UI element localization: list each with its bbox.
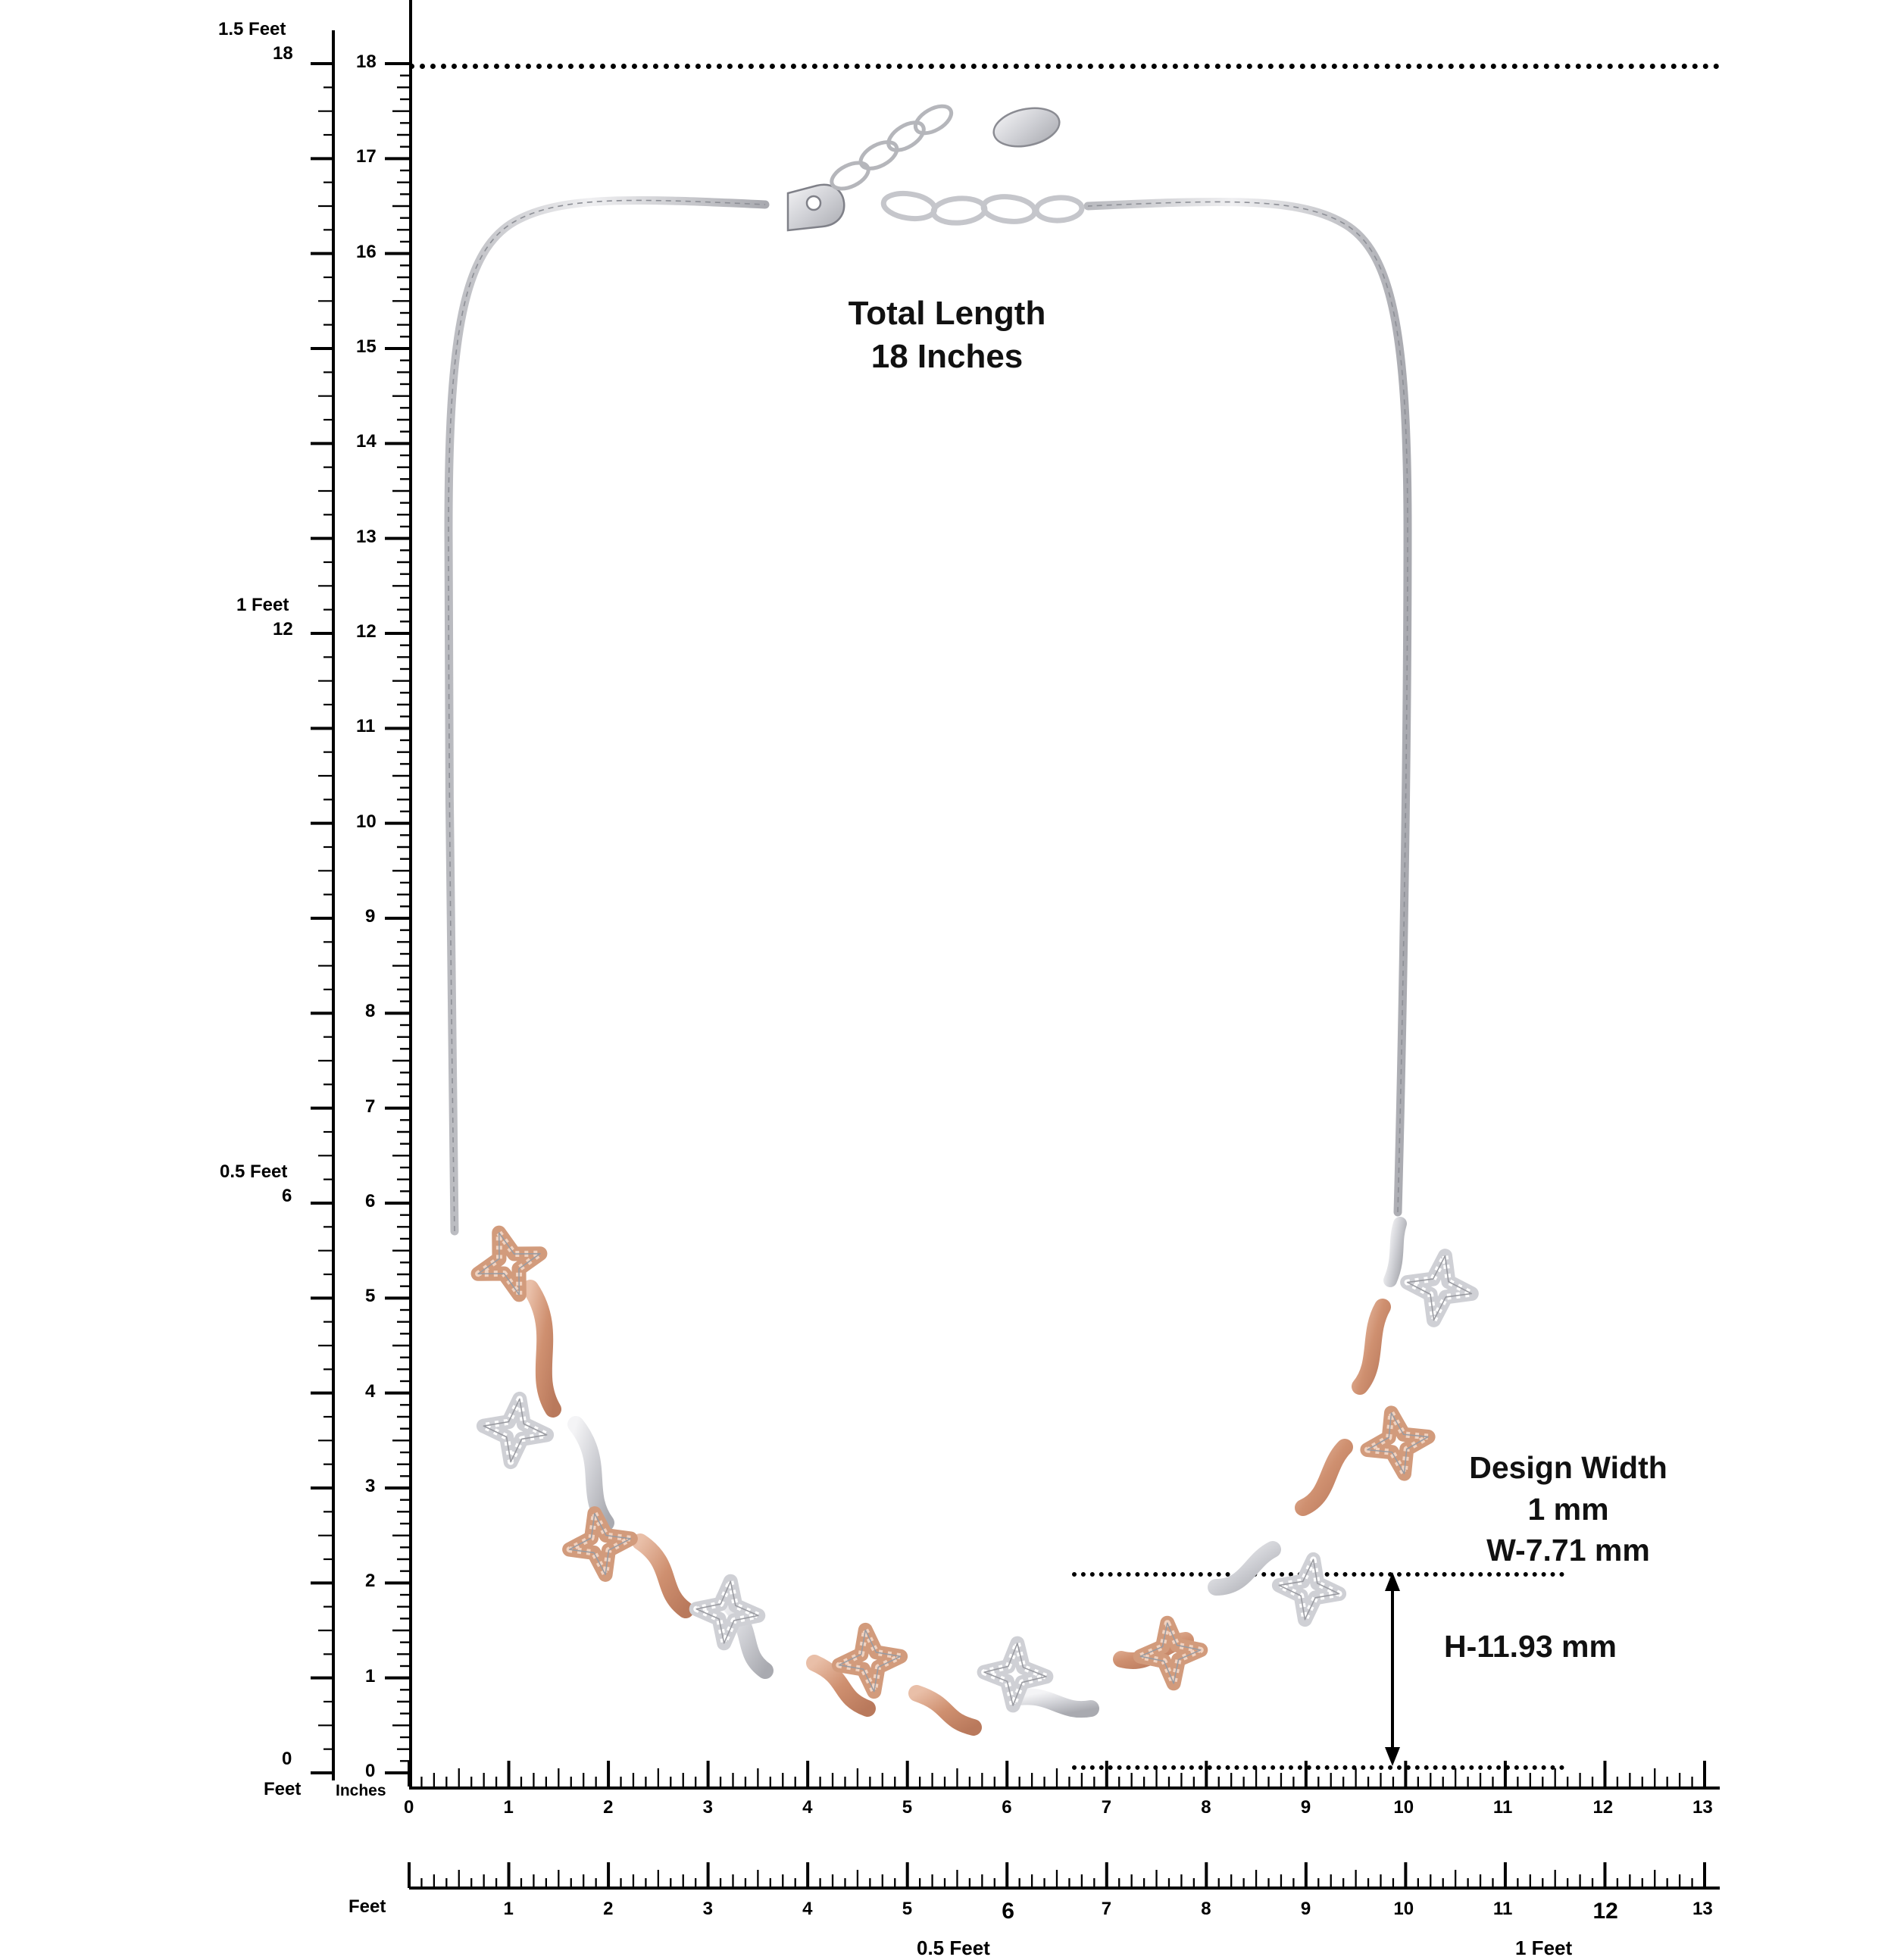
hruler-inch-1: 1 bbox=[503, 1797, 514, 1818]
hruler-feet-3: 3 bbox=[702, 1899, 713, 1919]
vruler-inch-10: 10 bbox=[356, 811, 377, 832]
vruler-caption-feet: Feet bbox=[264, 1779, 302, 1799]
hruler-inch-12: 12 bbox=[1592, 1797, 1614, 1818]
vruler-label-1feet: 1 Feet bbox=[236, 595, 289, 615]
vruler-inch-6: 6 bbox=[365, 1191, 376, 1211]
hruler-feet-8: 8 bbox=[1201, 1899, 1211, 1919]
vruler-inch-14: 14 bbox=[356, 431, 377, 452]
vruler-inch-0: 0 bbox=[365, 1761, 376, 1781]
hruler-inch-9: 9 bbox=[1300, 1797, 1311, 1818]
vruler-inch-11: 11 bbox=[356, 716, 376, 737]
vruler-inch-15: 15 bbox=[356, 336, 377, 357]
hruler-feet-4: 4 bbox=[802, 1899, 813, 1919]
hruler-feet-9: 9 bbox=[1300, 1899, 1311, 1919]
vruler-inch-4: 4 bbox=[365, 1380, 376, 1402]
hruler-inch-2: 2 bbox=[603, 1797, 614, 1818]
hruler-feet-caption: Feet bbox=[348, 1896, 386, 1917]
vruler-inch-13: 13 bbox=[356, 526, 377, 547]
hruler-inch-11: 11 bbox=[1492, 1797, 1513, 1818]
vruler-inch-9: 9 bbox=[365, 906, 376, 927]
design-width-line1: Design Width bbox=[1469, 1450, 1667, 1485]
hruler-feet-1: 1 bbox=[503, 1899, 514, 1919]
design-width-line2: 1 mm bbox=[1527, 1491, 1609, 1527]
vruler-value-6: 6 bbox=[282, 1186, 292, 1206]
hruler-inch-4: 4 bbox=[802, 1797, 813, 1818]
hruler-inch-6: 6 bbox=[1002, 1797, 1012, 1818]
total-length-line1: Total Length bbox=[848, 295, 1046, 332]
vruler-inch-2: 2 bbox=[365, 1571, 376, 1592]
vruler-inch-16: 16 bbox=[356, 241, 377, 262]
hruler-feet-12: 12 bbox=[1592, 1899, 1618, 1924]
vruler-inch-3: 3 bbox=[365, 1476, 376, 1496]
vruler-inch-5: 5 bbox=[365, 1286, 376, 1307]
vruler-inch-7: 7 bbox=[365, 1096, 376, 1117]
hruler-inch-0: 0 bbox=[404, 1797, 414, 1818]
hruler-feet-5: 5 bbox=[902, 1899, 913, 1919]
vruler-inch-18: 18 bbox=[356, 52, 377, 72]
hruler-feet-10: 10 bbox=[1393, 1899, 1414, 1919]
design-height-annotation: H-11.93 mm bbox=[1444, 1629, 1617, 1664]
hruler-inch-3: 3 bbox=[702, 1797, 713, 1818]
vruler-value-12: 12 bbox=[273, 619, 293, 639]
vruler-inch-12: 12 bbox=[356, 621, 377, 642]
design-width-line3: W-7.71 mm bbox=[1486, 1533, 1650, 1568]
hruler-inch-8: 8 bbox=[1201, 1797, 1211, 1818]
hruler-mark-1feet: 1 Feet bbox=[1515, 1937, 1573, 1959]
hruler-inch-5: 5 bbox=[902, 1797, 913, 1818]
hruler-inch-13: 13 bbox=[1692, 1797, 1713, 1818]
vruler-inch-8: 8 bbox=[365, 1001, 376, 1022]
hruler-mark-0_5feet: 0.5 Feet bbox=[917, 1937, 990, 1959]
vruler-inch-1: 1 bbox=[365, 1665, 376, 1686]
hruler-feet-7: 7 bbox=[1101, 1899, 1112, 1919]
hruler-inch-10: 10 bbox=[1393, 1797, 1414, 1818]
hruler-inch-7: 7 bbox=[1101, 1797, 1112, 1818]
hruler-feet-11: 11 bbox=[1492, 1899, 1513, 1919]
hruler-feet-2: 2 bbox=[603, 1899, 614, 1919]
vruler-label-1_5feet: 1.5 Feet bbox=[218, 19, 286, 39]
hruler-feet-6: 6 bbox=[1002, 1899, 1014, 1924]
hruler-feet-13: 13 bbox=[1692, 1899, 1713, 1919]
vruler-value-0: 0 bbox=[282, 1749, 292, 1769]
vruler-caption-inches: Inches bbox=[336, 1782, 386, 1799]
vruler-label-0_5feet: 0.5 Feet bbox=[220, 1161, 288, 1182]
vruler-inch-17: 17 bbox=[356, 146, 377, 167]
vruler-value-18: 18 bbox=[273, 43, 293, 64]
total-length-line2: 18 Inches bbox=[870, 338, 1024, 376]
